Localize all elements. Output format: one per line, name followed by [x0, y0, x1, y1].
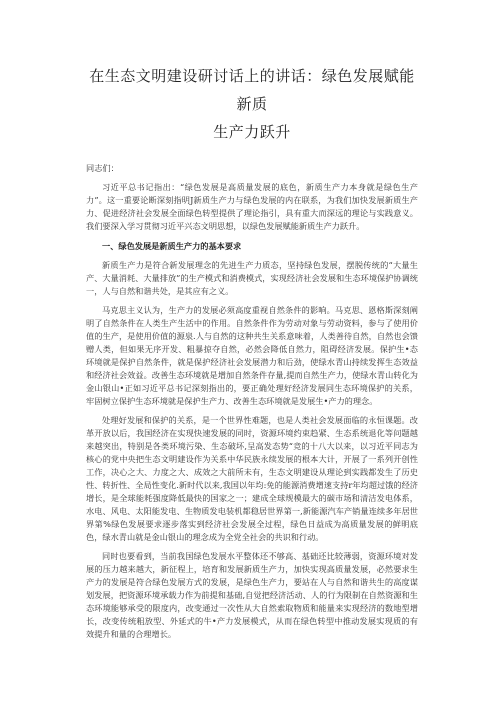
title-line-1: 在生态文明建设研讨话上的讲话：绿色发展赋能新质 — [89, 67, 415, 113]
body-paragraph: 新质生产力是符合新发展理念的先进生产力质态，坚持绿色发展，摆脱传统的“大量生产、大量消耗、大量排放”的生产模式和消费模式，实现经济社会发展和生态环境保护协调统一，人与自然和谐共处，是其应有之义。 — [86, 260, 418, 296]
title-line-2: 生产力跃升 — [213, 123, 291, 141]
section-heading: 一、绿色发展是新质生产力的基本要求 — [102, 241, 242, 251]
greeting: 同志们： — [86, 163, 119, 173]
body-paragraph: 处理好发展和保护的关系，是一个世界性难题，也是人类社会发展面临的永恒课题。改革开放以后，我国经济在实现快速发展的同时，资源环境约束趋紧、生态系统退化等问题越来越突出，特别是各类环境污染、生态破坏,呈高发态势“竞的十八大以来，以习近平同志为核心的党中央把生态文明建设作为关系中华民族永续发展的根本大计，开展了一系列开创性工作，决心之大、力度之大、成效之大前所未有，生态文明建设从理论到实践都发生了历史性、转折性、全局性变化.新时代以来,我国以年均:免的能源消费增速支持r年均超过饿的经济增长，是全球能耗强度降低最快的国家之一；建成全球规模最大的碳市场和清洁发电体系，水电、风电、太阳能发电、生物质发电装机都稳居世界第一,新能源汽车产销量连续多年居世界第%绿色发展要求逐步落实到经济社会发展全过程，绿色日益成为高质量发展的鲜明底色，绿水青山就是金山银山的理念成为全党全社会的共识和行动。 — [86, 415, 418, 542]
body-paragraph: 同时也要看到，当前我国绿色发展水平整体还不够高、基础还比较薄弱，资源环境对发展的压力越来越大，新征程上，培育和发展新质生产力，加快实现高质量发展，必然要求生产力的发展是符合绿色发展方式的发展，是绿色生产力，要站在人与自然和谐共生的高度谋划发展，把资源环境承载力作为前提和基础,自觉把经济活动、人的行为限制在自然资源和生态环境能够承受的限度内，改变通过一次性从大自然索取物质和能量来实现经济的数地型增长，改变传统粗放型、外延式的牛•产力发展模式，从而在绿色转型中推动发展实现质的有效提升和量的合理增长。 — [86, 551, 418, 639]
intro-paragraph: 习近平总书记指出：“绿色发展是高质量发展的底色，新质生产力本身就是绿色生产力”。这一重要论断深刻指明J新质生产力与绿色发展的内在联系，为我们加快发展新质生产力、促进经济社会发展全面绿色转型提供了理论指引，具有重大而深远的理论与实践意义。我们要深入学习贯彻习近平兴态文明思想，以绿色发展赋能新质生产力跃升。 — [86, 182, 418, 231]
body-paragraph: 马克思主义认为，生产力的发展必须高度重视自然条件的影响。马克思、恩格斯深刻阐明了自然条件在人类生产生活中的作用。自然条件作为劳动对象与劳动资料，参与了使用价值的生产，是使用价值的源泉.人与自然的这种共生关系意味着，人类善待自然，自然也会馈赠人类，但如果无序开发、粗暴掠夺自然，必然会降低自然力，阻碍经济发展。保护生•态环境就是保护自然条件，就是保护经济社会发展潜力和后劲，使绿水青山持续发挥生态效益和经济社会效益。改善生态环境就是增加自然条件存量,提而自然生产力，使绿水青山转化为金山银山•正如习近平总书记深刻指出的，要正确处理好经济发展同生态环境保护的关系，牢固树立保护生态环境就是保护生产力、改善生态环境就是发展生•产力的理念。 — [86, 305, 418, 406]
document-title — [86, 62, 418, 146]
